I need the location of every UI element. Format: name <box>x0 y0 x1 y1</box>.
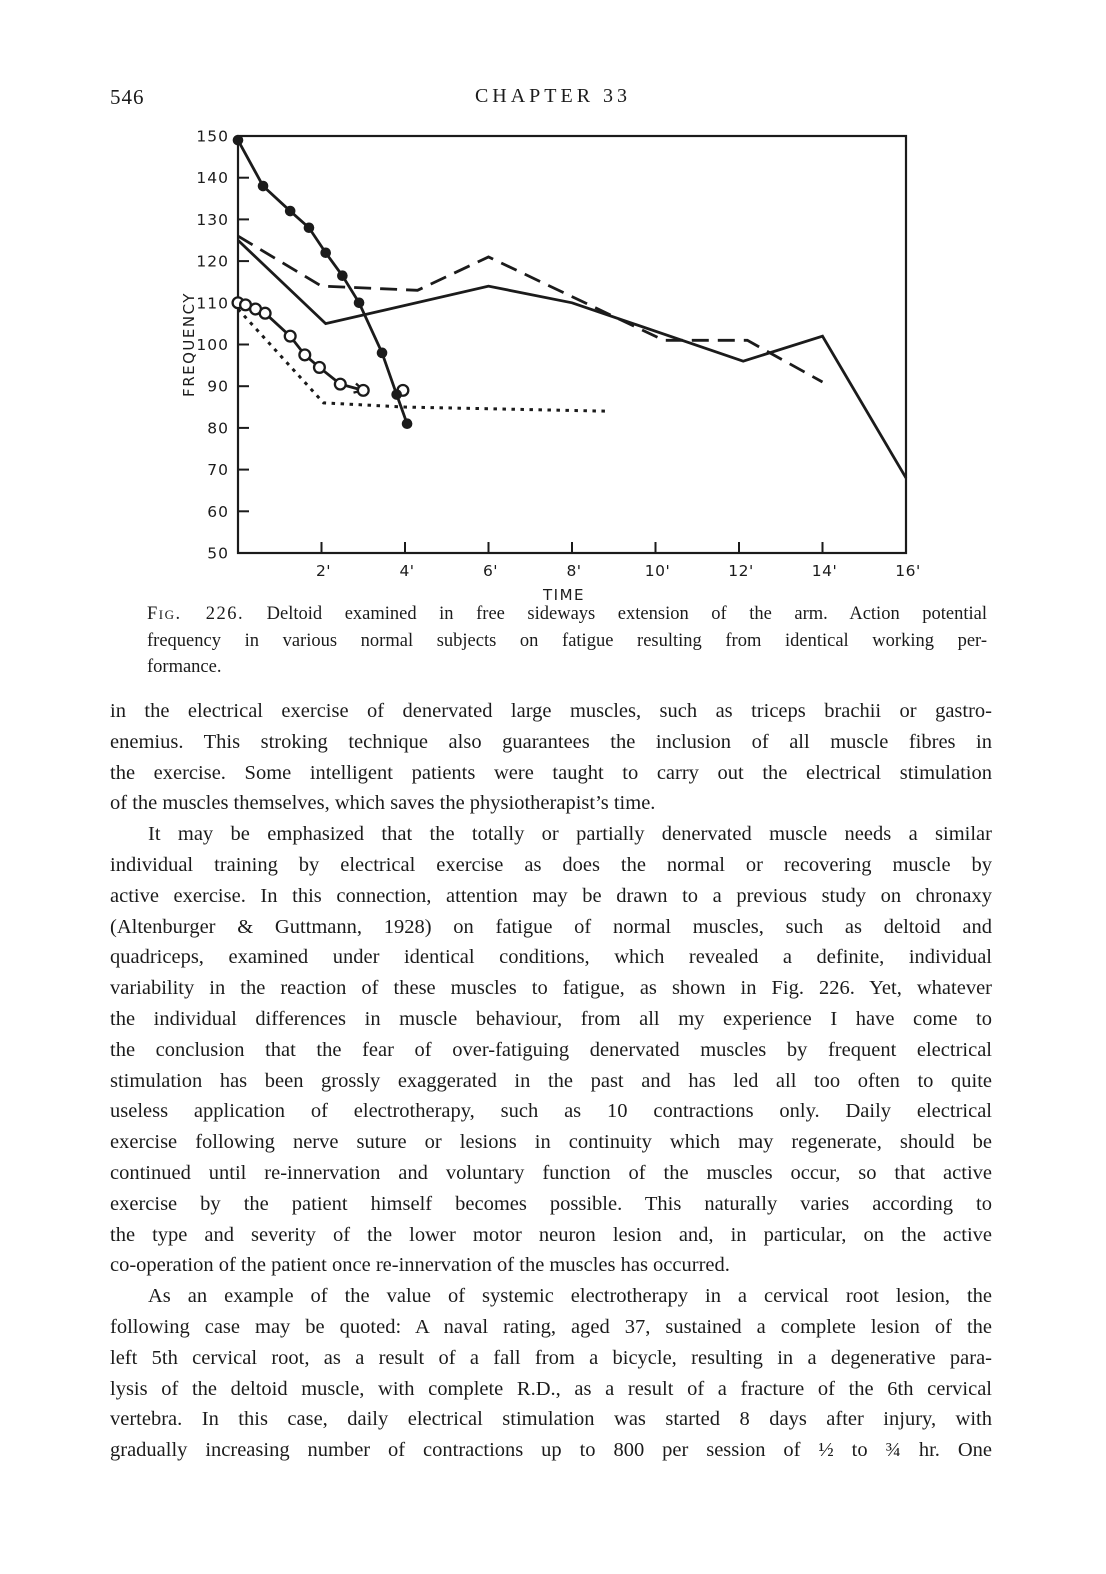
text-line: exercise following nerve suture or lesions in continuity which may regenerate, should be <box>110 1131 992 1154</box>
x-tick-label: 14' <box>811 562 838 580</box>
text-line: active exercise. In this connection, attention may be drawn to a previous study on chronaxy <box>110 884 992 907</box>
open-circle-marker <box>335 379 346 390</box>
text-line: enemius. This stroking technique also guarantees the inclusion of all muscle fibres in <box>110 730 992 753</box>
text-line: exercise by the patient himself becomes possible. This naturally varies according to <box>110 1192 992 1215</box>
text-line: useless application of electrotherapy, such as 10 contractions only. Daily electrical <box>110 1100 992 1123</box>
y-tick-label: 140 <box>196 169 229 188</box>
text-line: variability in the reaction of these muscles to fatigue, as shown in Fig. 226. Yet, whatever <box>110 977 992 1000</box>
filled-circle-marker <box>320 247 331 258</box>
chapter-header: CHAPTER 33 <box>474 85 632 107</box>
filled-circle-marker <box>391 389 402 400</box>
text-line: in the electrical exercise of denervated large muscles, such as triceps brachii or gastro- <box>110 700 992 722</box>
text-line: lysis of the deltoid muscle, with complete R.D., as a result of a fracture of the 6th cervical <box>110 1377 992 1400</box>
text-line: (Altenburger & Guttmann, 1928) on fatigue of normal muscles, such as deltoid and <box>110 915 992 938</box>
open-circle-marker <box>285 331 296 342</box>
text-line: It may be emphasized that the totally or partially denervated muscle needs a similar <box>148 823 992 846</box>
fatigue-line-chart <box>170 118 950 623</box>
plot-border <box>238 136 906 553</box>
open-circle-marker <box>358 385 369 396</box>
series-line-subject-5-dotted <box>238 309 610 411</box>
filled-circle-marker <box>304 222 315 233</box>
y-axis-title: FREQUENCY <box>180 292 198 397</box>
text-line: the type and severity of the lower motor neuron lesion and, in particular, on the active <box>110 1223 992 1246</box>
filled-circle-marker <box>285 206 296 217</box>
text-line: the exercise. Some intelligent patients were taught to carry out the electrical stimulation <box>110 761 992 784</box>
x-tick-label: 4' <box>399 562 415 580</box>
x-tick-label: 12' <box>728 562 754 580</box>
filled-circle-marker <box>258 181 269 192</box>
text-line: continued until re-innervation and voluntary function of the muscles occur, so that active <box>110 1161 992 1184</box>
filled-circle-marker <box>402 418 413 429</box>
text-line: individual training by electrical exercise as does the normal or recovering muscle by <box>110 853 992 876</box>
x-tick-label: 10' <box>644 562 671 580</box>
text-line: co-operation of the patient once re-innervation of the muscles has occurred. <box>110 1254 730 1277</box>
text-line: of the muscles themselves, which saves the physiotherapist’s time. <box>110 792 656 815</box>
x-axis-title: TIME <box>542 586 586 604</box>
y-tick-label: 110 <box>196 294 229 313</box>
text-line: following case may be quoted: A naval rating, aged 37, sustained a complete lesion of the <box>110 1315 992 1338</box>
text-line: vertebra. In this case, daily electrical stimulation was started 8 days after injury, with <box>110 1408 992 1431</box>
text-line: stimulation has been grossly exaggerated in the past and has led all too often to quite <box>110 1069 992 1092</box>
caption-line-2: frequency in various normal subjects on fatigue resulting from identical working per- <box>147 630 987 651</box>
y-tick-label: 120 <box>196 252 229 271</box>
y-tick-label: 150 <box>196 127 229 146</box>
text-line: the conclusion that the fear of over-fatiguing denervated muscles by frequent electrical <box>110 1038 992 1061</box>
caption-line-1-text: Deltoid examined in free sideways extension of the arm. Action potential <box>244 604 987 624</box>
figure-caption <box>147 601 987 681</box>
filled-circle-marker <box>377 348 388 359</box>
open-circle-marker <box>299 350 310 361</box>
caption-line-1 <box>147 601 987 628</box>
figure-label: Fig. 226. <box>147 604 245 624</box>
x-tick-label: 2' <box>315 562 332 580</box>
page-number: 546 <box>110 85 145 109</box>
x-tick-label: 8' <box>566 562 582 580</box>
body-text <box>110 696 992 1466</box>
filled-circle-marker <box>354 298 365 309</box>
x-tick-label: 16' <box>895 562 921 580</box>
filled-circle-marker <box>337 270 348 281</box>
y-tick-label: 80 <box>207 419 229 438</box>
caption-line-3: formance. <box>147 657 222 677</box>
y-tick-label: 50 <box>207 544 229 563</box>
y-tick-label: 100 <box>196 336 229 354</box>
y-tick-label: 70 <box>207 461 229 480</box>
text-line: the individual differences in muscle behaviour, from all my experience I have come to <box>110 1007 992 1030</box>
y-tick-label: 60 <box>207 502 229 521</box>
figure-226 <box>170 118 950 623</box>
filled-circle-marker <box>233 135 244 146</box>
open-circle-marker <box>314 362 325 373</box>
y-tick-label: 130 <box>196 210 229 229</box>
text-line: left 5th cervical root, as a result of a fall from a bicycle, resulting in a degenerative para- <box>110 1346 992 1369</box>
y-tick-label: 90 <box>207 377 229 396</box>
text-line: As an example of the value of systemic electrotherapy in a cervical root lesion, the <box>148 1285 992 1308</box>
text-line: gradually increasing number of contractions up to 800 per session of ½ to ¾ hr. One <box>110 1439 992 1462</box>
x-tick-label: 6' <box>482 562 499 580</box>
text-line: quadriceps, examined under identical conditions, which revealed a definite, individual <box>110 946 992 969</box>
open-circle-marker <box>260 308 271 319</box>
